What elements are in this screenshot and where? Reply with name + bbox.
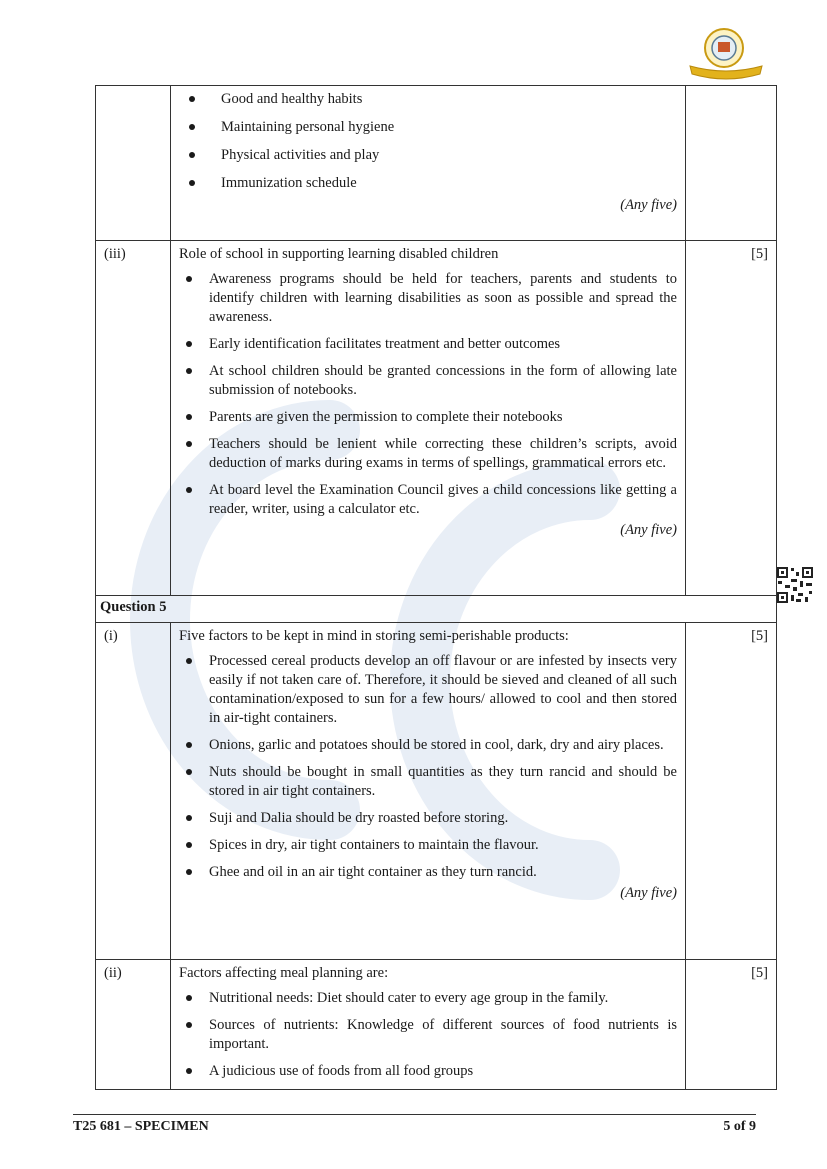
list-item: Good and healthy habits — [179, 90, 677, 109]
list-item: Teachers should be lenient while correcting these children’s scripts, avoid deduction of marks during exams in terms of spellings, grammatical errors etc. — [179, 435, 677, 473]
question-header-row — [96, 596, 777, 623]
part-content — [171, 241, 686, 596]
list-item: A judicious use of foods from all food groups — [179, 1062, 677, 1081]
list-item: Maintaining personal hygiene — [179, 118, 677, 137]
continued-list — [179, 90, 677, 193]
question-part-row — [96, 623, 777, 960]
part-marks: [5] — [686, 960, 777, 1090]
list-item: Immunization schedule — [179, 174, 677, 193]
continued-number-cell — [96, 86, 171, 241]
any-five-note: (Any five) — [620, 522, 677, 538]
answer-points-list — [179, 989, 677, 1081]
part-heading: Factors affecting meal planning are: — [179, 965, 389, 981]
list-item: Suji and Dalia should be dry roasted before storing. — [179, 809, 677, 828]
list-item: At board level the Examination Council gives a child concessions like getting a reader, writer, using a calculator etc. — [179, 481, 677, 519]
list-item: Awareness programs should be held for teachers, parents and students to identify children with learning disabilities as soon as possible and spread the awareness. — [179, 270, 677, 327]
part-content — [171, 960, 686, 1090]
list-item: Onions, garlic and potatoes should be stored in cool, dark, dry and airy places. — [179, 736, 677, 755]
part-number: (i) — [96, 623, 171, 960]
part-number: (ii) — [96, 960, 171, 1090]
list-item: Processed cereal products develop an off flavour or are infested by insects very easily if not taken care of. Therefore, it should be sieved and cleaned of all such contamination/exposed to sun for a few hours/ allowed to cool and then stored in air-tight containers. — [179, 652, 677, 728]
answer-points-list — [179, 270, 677, 519]
list-item: Parents are given the permission to complete their notebooks — [179, 408, 677, 427]
any-five-note: (Any five) — [620, 197, 677, 213]
list-item: At school children should be granted concessions in the form of allowing late submission of notebooks. — [179, 362, 677, 400]
list-item: Physical activities and play — [179, 146, 677, 165]
continued-marks-cell — [686, 86, 777, 241]
part-heading: Five factors to be kept in mind in storing semi-perishable products: — [179, 628, 569, 644]
part-content — [171, 623, 686, 960]
continued-content-cell — [171, 86, 686, 241]
part-marks: [5] — [686, 623, 777, 960]
part-marks: [5] — [686, 241, 777, 596]
list-item: Nuts should be bought in small quantities as they turn rancid and should be stored in air tight containers. — [179, 763, 677, 801]
part-heading: Role of school in supporting learning disabled children — [179, 246, 499, 262]
list-item: Nutritional needs: Diet should cater to every age group in the family. — [179, 989, 677, 1008]
list-item: Spices in dry, air tight containers to maintain the flavour. — [179, 836, 677, 855]
qr-code-icon — [776, 566, 814, 604]
question-title: Question 5 — [96, 596, 777, 623]
page-footer — [73, 1114, 756, 1135]
list-item: Sources of nutrients: Knowledge of different sources of food nutrients is important. — [179, 1016, 677, 1054]
list-item: Ghee and oil in an air tight container as they turn rancid. — [179, 863, 677, 882]
question-part-row — [96, 960, 777, 1090]
list-item: Early identification facilitates treatment and better outcomes — [179, 335, 677, 354]
continued-row — [96, 86, 777, 241]
any-five-note: (Any five) — [620, 885, 677, 901]
page-number: 5 of 9 — [723, 1119, 756, 1134]
part-number: (iii) — [96, 241, 171, 596]
paper-code: T25 681 – SPECIMEN — [73, 1119, 209, 1134]
answer-points-list — [179, 652, 677, 882]
marking-scheme-table — [95, 85, 777, 1090]
question-part-row — [96, 241, 777, 596]
council-logo-icon — [688, 26, 764, 84]
